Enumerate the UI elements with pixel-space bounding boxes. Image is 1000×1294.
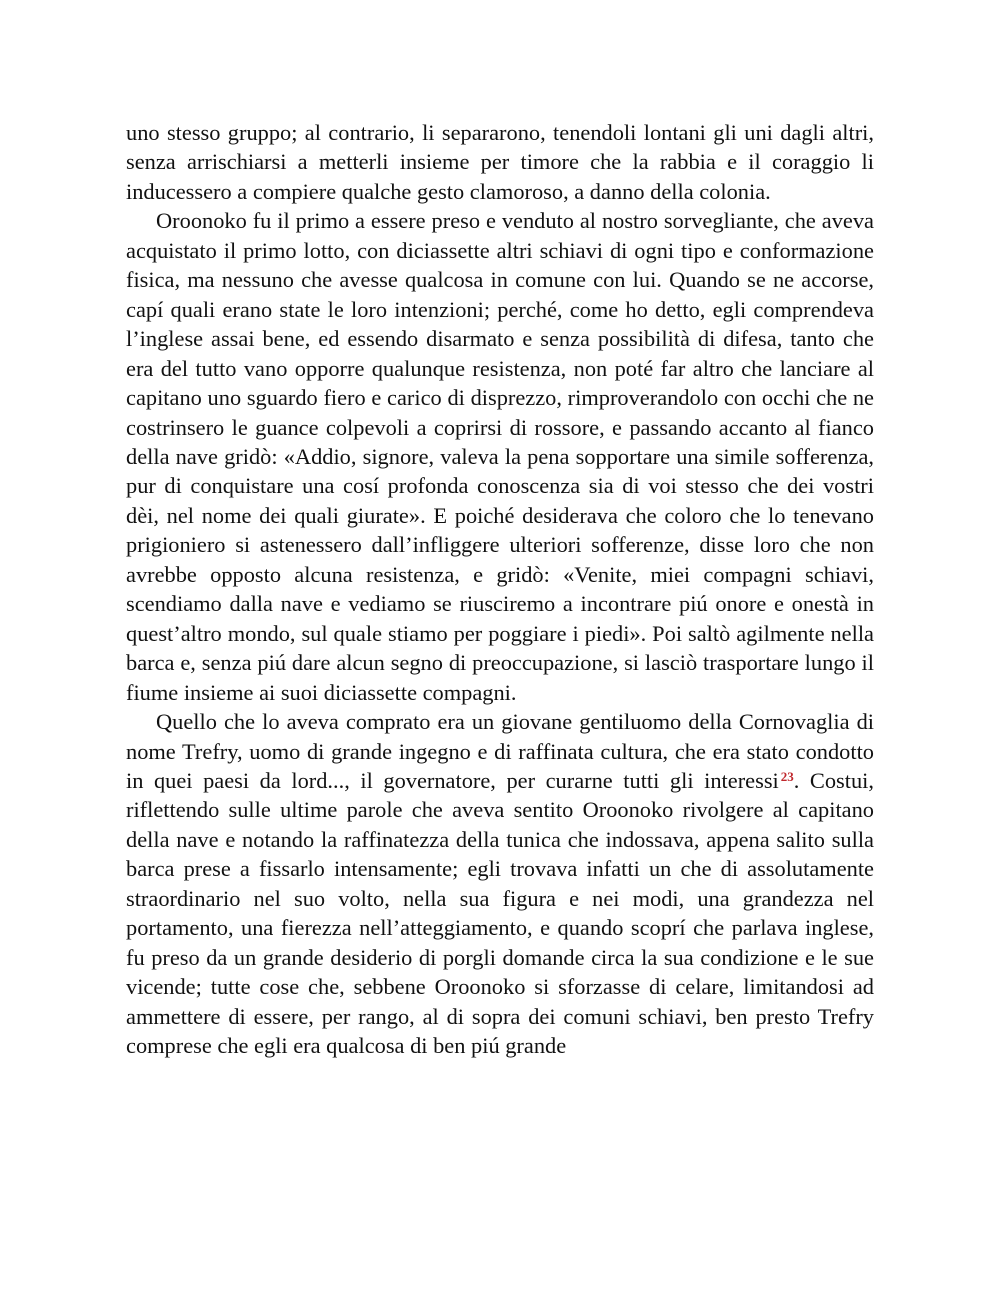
paragraph-3	[126, 707, 874, 1060]
footnote-ref-23[interactable]: 23	[780, 768, 794, 784]
paragraph-2: Oroonoko fu il primo a essere preso e venduto al nostro sorvegliante, che aveva acquistato il primo lotto, con diciassette altri schiavi di ogni tipo e conformazione fisica, ma nessuno che avesse qualcosa in comune con lui. Quando se ne accorse, capí quali erano state le loro intenzioni; perché, come ho detto, egli comprendeva l’inglese assai bene, ed essendo disarmato e senza possibilità di difesa, tanto che era del tutto vano opporre qualunque resistenza, non poté far altro che lanciare al capitano uno sguardo fiero e carico di disprezzo, rimproverandolo con occhi che ne costrinsero le guance colpevoli a coprirsi di rossore, e passando accanto al fianco della nave gridò: «Addio, signore, valeva la pena sopportare una simile sofferenza, pur di conquistare una cosí profonda conoscenza sia di voi stesso che dei vostri dèi, nel nome dei quali giurate». E poiché desiderava che coloro che lo tenevano prigioniero si astenessero dall’infliggere ulteriori sofferenze, disse loro che non avrebbe opposto alcuna resistenza, e gridò: «Venite, miei compagni schiavi, scendiamo dalla nave e vediamo se riusciremo a incontrare piú onore e onestà in quest’altro mondo, sul quale stiamo per poggiare i piedi». Poi saltò agilmente nella barca e, senza piú dare alcun segno di preoccupazione, si lasciò trasportare lungo il fiume insieme ai suoi diciassette compagni.	[126, 208, 874, 705]
document-page	[126, 118, 874, 1061]
paragraph-3-text-before: Quello che lo aveva comprato era un giovane gentiluomo della Cornovaglia di nome Trefry, uomo di grande ingegno e di raffinata cultura, che era stato condotto in quei paesi da lord..., il governatore, per curarne tutti gli interessi	[126, 709, 874, 793]
paragraph-3-text-after: . Costui, riflettendo sulle ultime parole che aveva sentito Oroonoko rivolgere al capitano della nave e notando la raffinatezza della tunica che indossava, appena salito sulla barca prese a fissarlo intensamente; egli trovava infatti un che di assolutamente straordinario nel suo volto, nella sua figura e nei modi, una grandezza nel portamento, una fierezza nell’atteggiamento, e quando scoprí che parlava inglese, fu preso da un grande desiderio di porgli domande circa la sua condizione e le sue vicende; tutte cose che, sebbene Oroonoko si sforzasse di celare, limitandosi ad ammettere di essere, per rango, al di sopra dei comuni schiavi, ben presto Trefry comprese che egli era qualcosa di ben piú grande	[126, 767, 875, 1059]
paragraph-1: uno stesso gruppo; al contrario, li separarono, tenendoli lontani gli uni dagli altri, senza arrischiarsi a metterli insieme per timore che la rabbia e il coraggio li inducessero a compiere qualche gesto clamoroso, a danno della colonia.	[126, 120, 874, 204]
